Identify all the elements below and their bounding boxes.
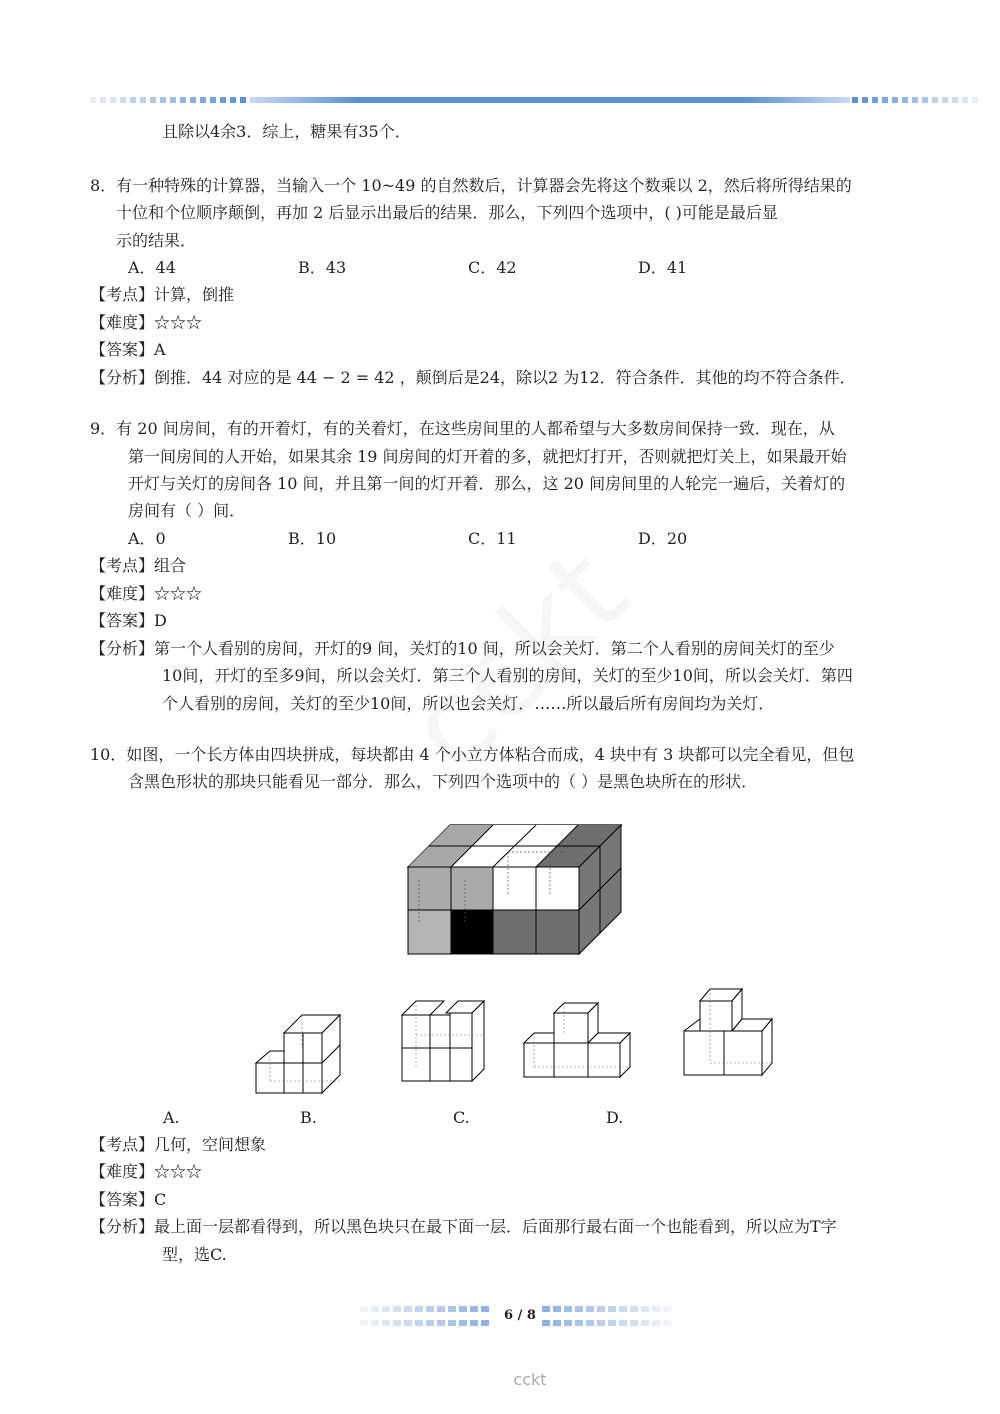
option-b-figure (398, 995, 488, 1087)
q10-label-c: C. (453, 1108, 470, 1127)
q8-daan: 【答案】A (90, 340, 166, 359)
q8-nandu: 【难度】☆☆☆ (90, 313, 203, 332)
q9-fenxi-3: 个人看别的房间，关灯的至少10间，所以也会关灯．……所以最后所有房间均为关灯． (162, 694, 775, 713)
q9-daan: 【答案】D (90, 611, 167, 630)
page-number: 6 / 8 (504, 1308, 536, 1323)
q8-fenxi: 【分析】倒推．44 对应的是 44 − 2 = 42 ，颠倒后是24，除以2 为12．符合条件．其他的均不符合条件． (90, 368, 856, 387)
q9-fenxi-1: 【分析】第一个人看别的房间，开灯的9 间，关灯的10 间，所以会关灯．第二个人看别的房间关灯的至少 (90, 639, 835, 658)
q10-nandu: 【难度】☆☆☆ (90, 1162, 203, 1181)
footer-mark: cckt (513, 1370, 547, 1389)
q8-kaodian: 【考点】计算，倒推 (90, 285, 235, 304)
q10-label-b: B. (300, 1108, 317, 1127)
q8-line-2: 十位和个位顺序颠倒，再加 2 后显示出最后的结果．那么，下列四个选项中，( )可能是最后显 (116, 203, 778, 222)
q9-option-b: B．10 (288, 529, 337, 548)
q10-fenxi-1: 【分析】最上面一层都看得到，所以黑色块只在最下面一层．后面那行最右面一个也能看到，所以应为T字 (90, 1217, 837, 1236)
q9-line-4: 房间有（ ）间． (128, 501, 246, 520)
q9-line-3: 开灯与关灯的房间各 10 间，并且第一间的灯开着．那么，这 20 间房间里的人轮完一遍后，关着灯的 (128, 474, 846, 493)
option-a-figure (250, 1003, 350, 1097)
q10-kaodian: 【考点】几何，空间想象 (90, 1135, 267, 1154)
q9-option-c: C．11 (468, 529, 517, 548)
option-d-figure (680, 985, 780, 1081)
q10-fenxi-2: 型，选C. (162, 1245, 227, 1264)
q10-daan: 【答案】C (90, 1190, 167, 1209)
q9-option-d: D．20 (638, 529, 688, 548)
q10-line-1: 10．如图，一个长方体由四块拼成，每块都由 4 个小立方体粘合而成，4 块中有 3 块都可以完全看见，但包 (90, 745, 855, 764)
q9-nandu: 【难度】☆☆☆ (90, 584, 203, 603)
q10-line-2: 含黑色形状的那块只能看见一部分．那么，下列四个选项中的（ ）是黑色块所在的形状． (128, 772, 758, 791)
q8-option-c: C．42 (468, 258, 517, 277)
continuation-text: 且除以4余3．综上，糖果有35个． (162, 122, 411, 141)
q8-line-3: 示的结果． (116, 231, 197, 250)
header-band (90, 96, 980, 104)
q9-line-1: 9．有 20 间房间，有的开着灯，有的关着灯，在这些房间里的人都希望与大多数房间保持一致．现在，从 (90, 419, 835, 438)
q9-option-a: A．0 (128, 529, 166, 548)
q8-option-a: A．44 (128, 258, 176, 277)
q8-option-b: B．43 (298, 258, 347, 277)
cuboid-figure (405, 822, 625, 958)
q8-line-1: 8．有一种特殊的计算器，当输入一个 10~49 的自然数后，计算器会先将这个数乘以 2，然后将所得结果的 (90, 176, 852, 195)
q8-option-d: D．41 (638, 258, 688, 277)
q9-line-2: 第一间房间的人开始，如果其余 19 间房间的灯开着的多，就把灯打开，否则就把灯关上，如果最开始 (128, 447, 847, 466)
q10-label-a: A. (163, 1108, 180, 1127)
q9-kaodian: 【考点】组合 (90, 556, 187, 575)
q9-fenxi-2: 10间，开灯的至多9间，所以会关灯．第三个人看别的房间，关灯的至少10间，所以会关灯．第四 (162, 666, 853, 685)
q10-label-d: D. (606, 1108, 624, 1127)
option-c-figure (520, 999, 636, 1083)
